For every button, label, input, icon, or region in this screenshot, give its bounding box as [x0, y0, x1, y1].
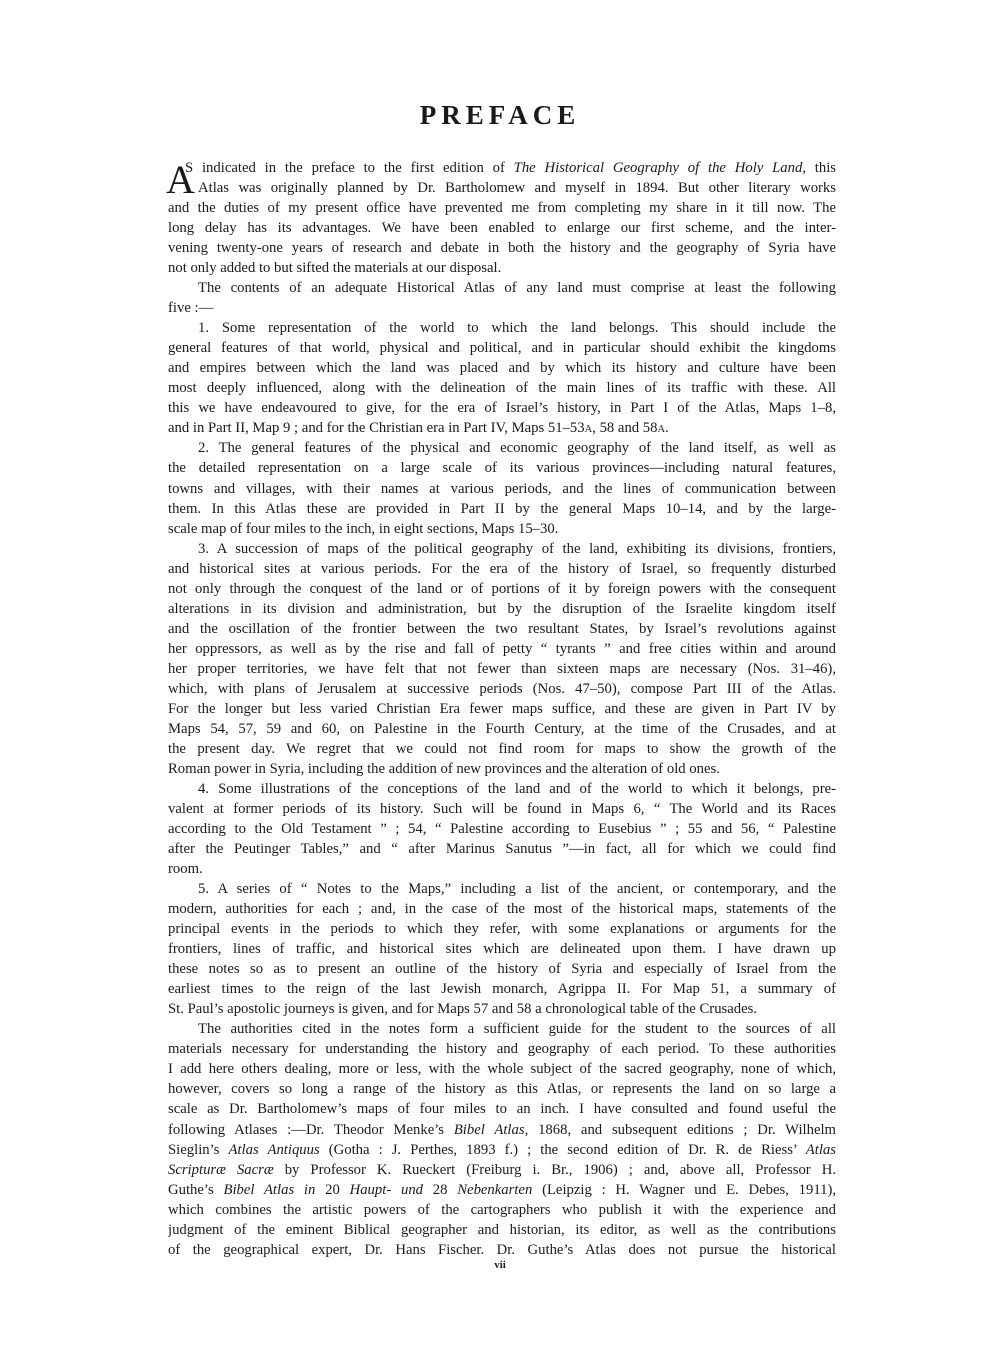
text-span: of the geographical expert, Dr. Hans Fischer. Dr. Guthe’s Atlas does not pursue the historical: [168, 1241, 836, 1258]
text-line: [168, 178, 836, 198]
italic-title: Bibel Atlas,: [453, 1121, 529, 1138]
text-line: [168, 1120, 836, 1140]
text-span: The authorities cited in the notes form a sufficient guide for the student to the sources of all: [198, 1021, 836, 1038]
text-span: 2. The general features of the physical and economic geography of the land itself, as well as: [198, 440, 836, 457]
text-line: [168, 1160, 836, 1180]
text-span: these notes so as to present an outline of the history of Syria and especially of Israel from the: [168, 961, 836, 978]
text-line: [168, 298, 836, 318]
text-line: [168, 338, 836, 358]
text-span: not only through the conquest of the land or of portions of it by foreign powers with the consequent: [168, 580, 836, 597]
text-line: [168, 158, 836, 178]
text-line: [168, 1059, 836, 1079]
text-line: [168, 1200, 836, 1220]
text-line: [168, 1039, 836, 1059]
text-line: [168, 939, 836, 959]
page-number: vii: [494, 1259, 506, 1271]
text-line: [168, 1099, 836, 1119]
text-line: [168, 378, 836, 398]
text-line: [168, 619, 836, 639]
text-span: (Leipzig : H. Wagner und E. Debes, 1911),: [532, 1181, 836, 1198]
text-line: [168, 839, 836, 859]
paragraph: [168, 278, 836, 318]
text-span: (Gotha : J. Perthes, 1893 f.) ; the second edition of Dr. R. de Riess’: [319, 1141, 806, 1158]
text-span: earliest times to the reign of the last Jewish monarch, Agrippa II. For Map 51, a summary of: [168, 981, 836, 998]
paragraph: [168, 539, 836, 779]
text-span: I add here others dealing, more or less, with the whole subject of the sacred geography, none of which,: [168, 1061, 836, 1078]
text-line: [168, 1220, 836, 1240]
text-span: 1868, and subsequent editions ; Dr. Wilhelm: [528, 1121, 836, 1138]
text-line: [168, 318, 836, 338]
text-span: long delay has its advantages. We have been enabled to enlarge our first scheme, and the inter-: [168, 220, 836, 237]
text-line: [168, 418, 836, 438]
italic-title: The Historical Geography of the Holy Land: [513, 160, 803, 176]
text-line: [168, 358, 836, 378]
text-line: [168, 499, 836, 519]
text-line: [168, 218, 836, 238]
text-span: St. Paul’s apostolic journeys is given, and for Maps 57 and 58 a chronological table of the Crusades.: [168, 1001, 758, 1018]
text-line: [168, 258, 836, 278]
text-span: according to the Old Testament ” ; 54, “ Palestine according to Eusebius ” ; 55 and 56, “ Palestine: [168, 821, 836, 838]
text-span: the present day. We regret that we could not find room for maps to show the growth of the: [168, 740, 836, 757]
text-span: 1. Some representation of the world to which the land belongs. This should include the: [198, 320, 836, 337]
text-span: after the Peutinger Tables,” and “ after Marinus Sanutus ”—in fact, all for which we could find: [168, 841, 836, 858]
text-span: general features of that world, physical and political, and in particular should exhibit the kingdoms: [168, 340, 836, 357]
text-line: [168, 919, 836, 939]
text-span: For the longer but less varied Christian Era fewer maps suffice, and these are given in Part IV by: [168, 700, 836, 717]
text-span: most deeply influenced, along with the delineation of the main lines of its traffic with these. All: [168, 380, 836, 397]
text-line: [168, 899, 836, 919]
text-line: [168, 519, 836, 539]
text-span: principal events in the periods to which they refer, with some explanations or arguments for the: [168, 921, 836, 938]
text-line: [168, 719, 836, 739]
text-span: Atlas was originally planned by Dr. Bartholomew and myself in 1894. But other literary works: [198, 180, 836, 197]
text-line: [168, 1240, 836, 1260]
text-span: , this: [802, 160, 836, 176]
italic-title: Bibel Atlas in: [223, 1181, 316, 1198]
paragraph: [168, 158, 836, 278]
italic-title: Atlas Antiquus: [228, 1141, 320, 1158]
text-span: and the oscillation of the frontier between the two resultant States, by Israel’s revolutions against: [168, 620, 836, 637]
italic-title: Scripturæ Sacræ: [168, 1161, 274, 1178]
text-span: frontiers, lines of traffic, and historical sites which are delineated upon them. I have drawn up: [168, 941, 836, 958]
text-span: and in Part II, Map 9 ; and for the Christian era in Part IV, Maps 51–53: [168, 420, 585, 437]
italic-title: Atlas: [805, 1141, 836, 1158]
text-line: [168, 699, 836, 719]
text-span: her oppressors, as well as by the rise and fall of petty “ tyrants ” and free cities within and around: [168, 640, 836, 657]
text-span: five :—: [168, 300, 214, 317]
text-span: her proper territories, we have felt that not fewer than sixteen maps are necessary (Nos. 31–46),: [168, 660, 836, 677]
paragraph: [168, 318, 836, 438]
text-span: , 58 and 58: [592, 420, 658, 437]
text-span: scale map of four miles to the inch, in eight sections, Maps 15–30.: [168, 520, 559, 537]
text-line: [168, 559, 836, 579]
text-line: [168, 779, 836, 799]
text-span: the detailed representation on a large scale of its various provinces—including natural features,: [168, 460, 836, 477]
text-span: .: [665, 420, 669, 437]
text-span: 4. Some illustrations of the conceptions of the land and of the world to which it belongs, pre-: [198, 780, 836, 797]
text-line: [168, 659, 836, 679]
text-line: [168, 959, 836, 979]
preface-body: [168, 158, 836, 1260]
text-span: this we have endeavoured to give, for the era of Israel’s history, in Part I of the Atlas, Maps 1–8,: [168, 400, 836, 417]
text-line: [168, 599, 836, 619]
text-span: 20: [315, 1181, 350, 1198]
text-span: towns and villages, with their names at various periods, and the lines of communication between: [168, 480, 836, 497]
text-line: [168, 579, 836, 599]
text-line: [168, 1140, 836, 1160]
text-line: [168, 819, 836, 839]
paragraph: [168, 779, 836, 879]
text-span: and empires between which the land was placed and by which its history and culture have been: [168, 360, 836, 377]
small-caps: A: [584, 424, 593, 436]
text-span: judgment of the eminent Biblical geographer and historian, its editor, as well as the contributions: [168, 1221, 836, 1238]
text-span: materials necessary for understanding the history and geography of each period. To these authorities: [168, 1041, 836, 1058]
text-line: [168, 999, 836, 1019]
text-span: room.: [168, 861, 203, 878]
italic-title: Haupt- und: [349, 1181, 424, 1198]
text-span: and the duties of my present office have prevented me from completing my share in it till now. The: [168, 200, 836, 217]
text-line: [168, 238, 836, 258]
text-line: [168, 979, 836, 999]
paragraph: [168, 879, 836, 1019]
text-span: vening twenty-one years of research and debate in both the history and the geography of Syria have: [168, 240, 836, 257]
text-span: which, with plans of Jerusalem at successive periods (Nos. 47–50), compose Part III of the Atlas.: [168, 680, 836, 697]
text-span: Roman power in Syria, including the addition of new provinces and the alteration of old ones.: [168, 760, 720, 777]
drop-cap: A: [166, 157, 195, 202]
text-line: [168, 739, 836, 759]
paragraph: [168, 1019, 836, 1259]
text-span: The contents of an adequate Historical Atlas of any land must comprise at least the following: [198, 280, 836, 297]
paragraph: [168, 438, 836, 538]
text-span: and historical sites at various periods. For the era of the history of Israel, so frequently disturbed: [168, 560, 836, 577]
text-line: [168, 438, 836, 458]
text-span: alterations in its division and administration, but by the disruption of the Israelite kingdom itself: [168, 600, 836, 617]
text-span: 28: [423, 1181, 458, 1198]
text-span: which combines the artistic powers of the cartographers who publish it with the experience and: [168, 1201, 836, 1218]
text-span: following Atlases :—Dr. Theodor Menke’s: [168, 1121, 454, 1138]
text-line: [168, 198, 836, 218]
text-span: modern, authorities for each ; and, in the case of the most of the historical maps, statements of the: [168, 901, 836, 918]
text-span: S indicated in the preface to the first edition of: [185, 160, 514, 176]
text-line: [168, 639, 836, 659]
italic-title: Nebenkarten: [457, 1181, 533, 1198]
text-line: [168, 879, 836, 899]
page-title: PREFACE: [419, 100, 581, 130]
text-span: scale as Dr. Bartholomew’s maps of four miles to an inch. I have consulted and found useful the: [168, 1101, 836, 1118]
text-span: Maps 54, 57, 59 and 60, on Palestine in the Fourth Century, at the time of the Crusades, and at: [168, 720, 836, 737]
text-span: them. In this Atlas these are provided in Part II by the general Maps 10–14, and by the large-: [168, 500, 836, 517]
text-line: [168, 479, 836, 499]
text-line: [168, 398, 836, 418]
small-caps: A: [657, 424, 666, 436]
text-line: [168, 799, 836, 819]
text-line: [168, 539, 836, 559]
text-line: [168, 458, 836, 478]
text-span: 3. A succession of maps of the political geography of the land, exhibiting its divisions, frontiers,: [198, 540, 836, 557]
text-line: [168, 759, 836, 779]
text-span: valent at former periods of its history. Such will be found in Maps 6, “ The World and its Races: [168, 801, 836, 817]
text-span: 5. A series of “ Notes to the Maps,” including a list of the ancient, or contemporary, and the: [198, 881, 836, 898]
text-span: however, covers so long a range of the history as this Atlas, or represents the land on so large a: [168, 1081, 836, 1098]
text-line: [168, 1180, 836, 1200]
text-span: Sieglin’s: [168, 1141, 229, 1158]
text-span: by Professor K. Rueckert (Freiburg i. Br., 1906) ; and, above all, Professor H.: [273, 1161, 836, 1178]
text-span: Guthe’s: [168, 1181, 224, 1198]
text-line: [168, 1079, 836, 1099]
text-line: [168, 679, 836, 699]
text-line: [168, 278, 836, 298]
text-span: not only added to but sifted the materials at our disposal.: [168, 260, 502, 277]
text-line: [168, 859, 836, 879]
text-line: [168, 1019, 836, 1039]
